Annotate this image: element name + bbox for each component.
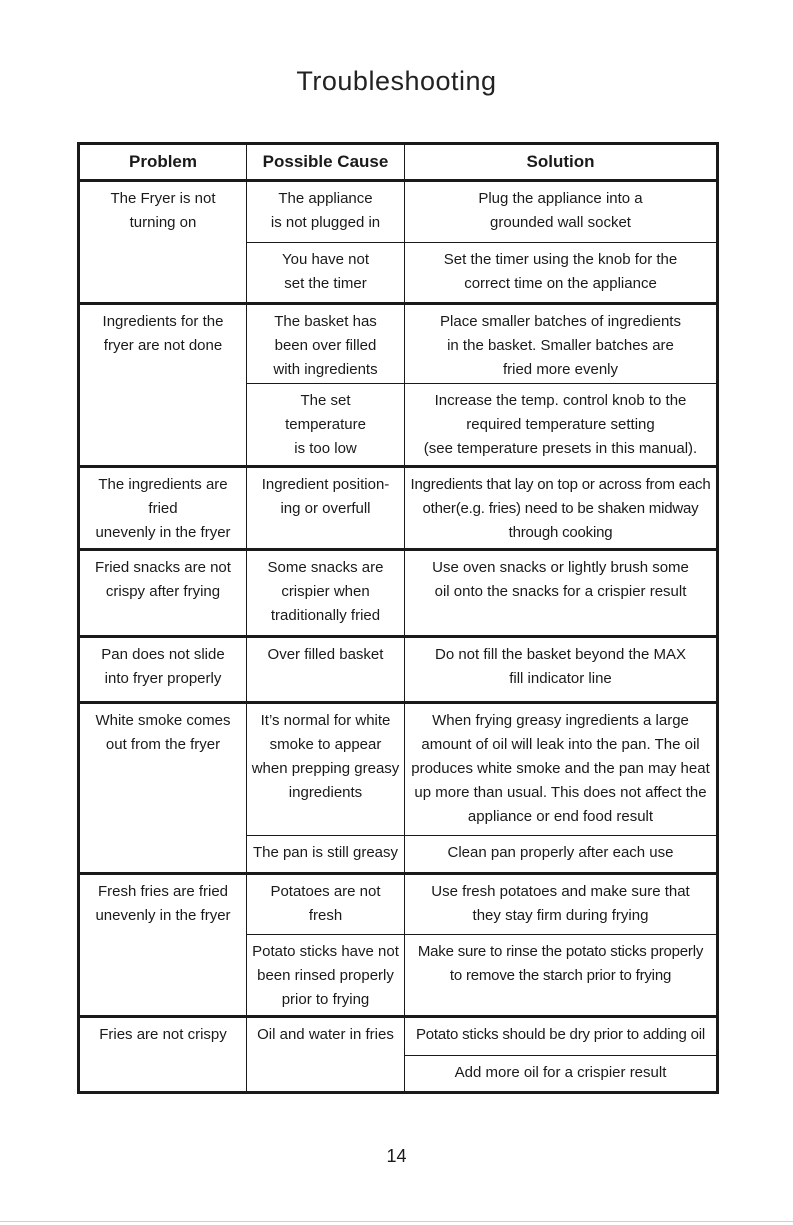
solution-cell: Clean pan properly after each use [405, 835, 718, 873]
table-row [79, 1016, 718, 1055]
troubleshooting-table [77, 142, 719, 1094]
table-row [79, 637, 718, 702]
solution-cell: Set the timer using the knob for the correct time on the appliance [405, 243, 718, 304]
table-row [79, 550, 718, 637]
cause-cell: The appliance is not plugged in [247, 181, 405, 243]
solution-cell: When frying greasy ingredients a large amount of oil will leak into the pan. The oil produces white smoke and the pan may heat up more than usual. This does not affect the appliance or end food result [405, 702, 718, 835]
problem-cell: Fried snacks are not crispy after frying [79, 550, 247, 637]
problem-cell: The Fryer is not turning on [79, 181, 247, 304]
cause-cell: Potatoes are not fresh [247, 873, 405, 934]
solution-cell: Use oven snacks or lightly brush some oil onto the snacks for a crispier result [405, 550, 718, 637]
table-row [79, 304, 718, 384]
header-possible-cause: Possible Cause [247, 144, 405, 181]
cause-cell: The basket has been over filled with ingredients [247, 304, 405, 384]
cause-cell: Some snacks are crispier when traditionally fried [247, 550, 405, 637]
page-title: Troubleshooting [296, 66, 497, 96]
header-problem: Problem [79, 144, 247, 181]
cause-cell: Over filled basket [247, 637, 405, 702]
cause-cell: You have not set the timer [247, 243, 405, 304]
table-row [79, 181, 718, 243]
solution-cell: Add more oil for a crispier result [405, 1055, 718, 1092]
cause-cell: It’s normal for white smoke to appear when prepping greasy ingredients [247, 702, 405, 835]
solution-cell: Place smaller batches of ingredients in the basket. Smaller batches are fried more evenly [405, 304, 718, 384]
problem-cell: White smoke comes out from the fryer [79, 702, 247, 873]
solution-cell: Do not fill the basket beyond the MAX fill indicator line [405, 637, 718, 702]
table-row [79, 467, 718, 550]
problem-cell: The ingredients are fried unevenly in the fryer [79, 467, 247, 550]
solution-cell: Increase the temp. control knob to the required temperature setting (see temperature presets in this manual). [405, 384, 718, 467]
cause-cell: Oil and water in fries [247, 1016, 405, 1092]
header-solution: Solution [405, 144, 718, 181]
problem-cell: Ingredients for the fryer are not done [79, 304, 247, 467]
solution-cell: Plug the appliance into a grounded wall socket [405, 181, 718, 243]
cause-cell: Potato sticks have not been rinsed properly prior to frying [247, 934, 405, 1016]
problem-cell: Fresh fries are fried unevenly in the fryer [79, 873, 247, 1016]
problem-cell: Pan does not slide into fryer properly [79, 637, 247, 702]
solution-cell: Potato sticks should be dry prior to adding oil [405, 1016, 718, 1055]
table-row [79, 873, 718, 934]
cause-cell: The pan is still greasy [247, 835, 405, 873]
page-number: 14 [386, 1146, 407, 1166]
table-row [79, 702, 718, 835]
solution-cell: Use fresh potatoes and make sure that they stay firm during frying [405, 873, 718, 934]
cause-cell: Ingredient position- ing or overfull [247, 467, 405, 550]
cause-cell: The set temperature is too low [247, 384, 405, 467]
solution-cell: Make sure to rinse the potato sticks properly to remove the starch prior to frying [405, 934, 718, 1016]
solution-cell: Ingredients that lay on top or across from each other(e.g. fries) need to be shaken midway through cooking [405, 467, 718, 550]
page-edge-divider [0, 1221, 793, 1222]
problem-cell: Fries are not crispy [79, 1016, 247, 1092]
table-header-row [79, 144, 718, 181]
